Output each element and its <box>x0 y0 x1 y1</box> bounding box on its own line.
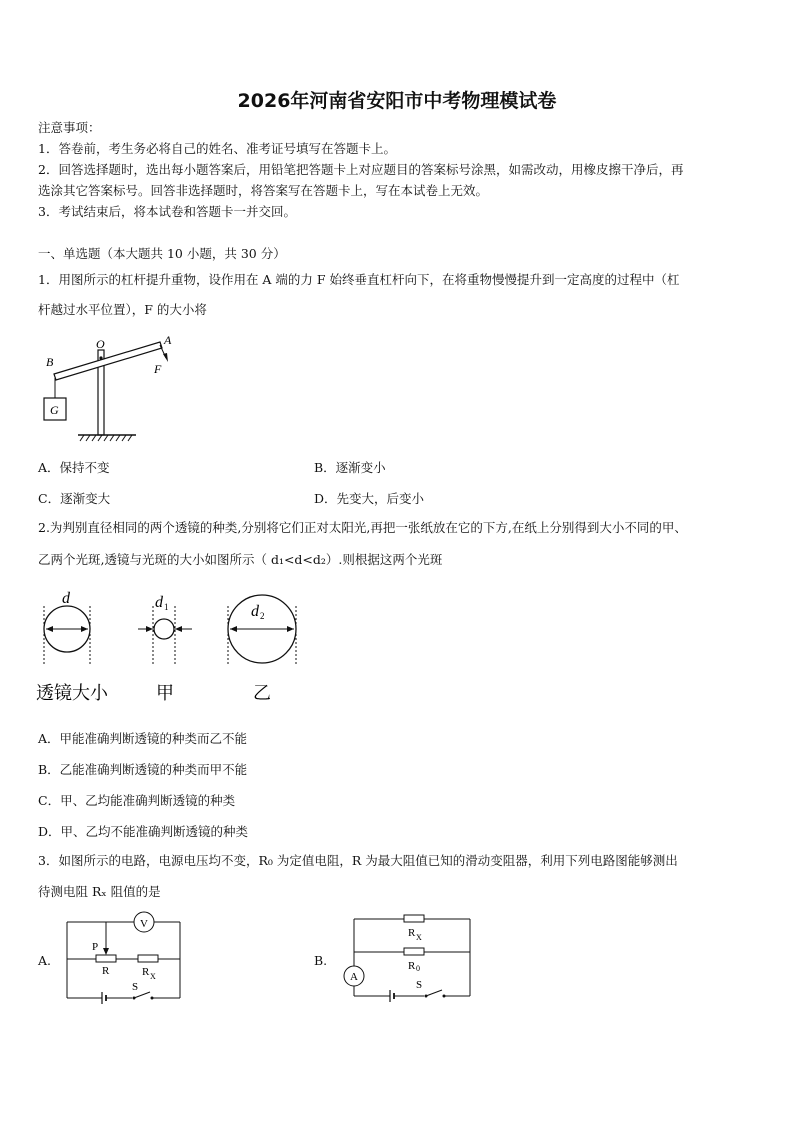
q1-option-c[interactable]: C．逐渐变大 <box>38 491 111 506</box>
question-3-text: 待测电阻 Rₓ 阻值的是 <box>38 884 161 899</box>
notice-heading: 注意事项： <box>38 120 101 135</box>
notice-item: 1．答卷前，考生务必将自己的姓名、准考证号填写在答题卡上。 <box>38 141 396 156</box>
label-d1: d <box>155 594 163 611</box>
label-d2-sub: 2 <box>260 611 265 621</box>
lens-spot-figure <box>34 586 304 706</box>
question-1-text: 1．用图所示的杠杆提升重物，设作用在 A 端的力 F 始终垂直杠杆向下，在将重物慢慢提升到一定高度的过程中（杠 <box>38 272 680 287</box>
label-r: R <box>102 965 110 977</box>
label-rx: R <box>408 927 416 939</box>
label-jia: 甲 <box>156 683 174 704</box>
q2-option-c[interactable]: C．甲、乙均能准确判断透镜的种类 <box>38 793 236 808</box>
label-a: A <box>350 971 358 983</box>
question-1-text: 杆越过水平位置），F 的大小将 <box>38 302 207 317</box>
section-heading: 一、单选题（本大题共 10 小题，共 30 分） <box>38 246 286 261</box>
q2-option-b[interactable]: B．乙能准确判断透镜的种类而甲不能 <box>38 762 248 777</box>
label-p: P <box>92 941 99 953</box>
notice-item: 2．回答选择题时，选出每小题答案后，用铅笔把答题卡上对应题目的答案标号涂黑，如需改动，用橡皮擦干净后，再 <box>38 162 684 177</box>
question-3-text: 3．如图所示的电路，电源电压均不变，R₀ 为定值电阻，R 为最大阻值已知的滑动变阻器，利用下列电路图能够测出 <box>38 853 678 868</box>
label-g: G <box>50 403 59 417</box>
label-v: V <box>140 918 148 930</box>
q3-option-a[interactable]: A. <box>38 953 52 968</box>
label-d2: d <box>251 603 259 620</box>
page-title: 2026年河南省安阳市中考物理模试卷 <box>237 90 557 112</box>
q1-option-b[interactable]: B．逐渐变小 <box>314 460 386 475</box>
label-rx-sub: X <box>416 933 422 942</box>
label-s: S <box>132 981 139 993</box>
notice-item: 选涂其它答案标号。回答非选择题时，将答案写在答题卡上，写在本试卷上无效。 <box>38 183 489 198</box>
label-s: S <box>416 979 423 991</box>
q2-option-a[interactable]: A．甲能准确判断透镜的种类而乙不能 <box>38 731 248 746</box>
label-a: A <box>164 333 172 347</box>
label-rx: R <box>142 966 150 978</box>
question-2-text: 2.为判别直径相同的两个透镜的种类,分别将它们正对太阳光,再把一张纸放在它的下方,在纸上分别得到大小不同的甲、 <box>38 520 687 535</box>
q3-option-b[interactable]: B. <box>314 953 328 968</box>
label-lens-size: 透镜大小 <box>36 683 108 704</box>
label-rx-sub: X <box>150 972 156 981</box>
q1-option-a[interactable]: A．保持不变 <box>38 460 110 475</box>
label-d1-sub: 1 <box>164 602 169 612</box>
label-r0: R <box>408 960 416 972</box>
notice-item: 3．考试结束后，将本试卷和答题卡一并交回。 <box>38 204 296 219</box>
label-b: B <box>46 355 54 369</box>
label-yi: 乙 <box>253 683 271 704</box>
lever-figure <box>36 328 186 446</box>
question-2-text: 乙两个光斑,透镜与光斑的大小如图所示（ d₁<d<d₂）.则根据这两个光斑 <box>38 552 443 567</box>
label-d: d <box>62 590 70 607</box>
label-r0-sub: 0 <box>416 964 420 973</box>
label-f: F <box>154 362 162 376</box>
circuit-a-figure <box>62 910 187 1010</box>
q1-option-d[interactable]: D．先变大，后变小 <box>314 491 425 506</box>
circuit-b-figure <box>338 910 478 1005</box>
q2-option-d[interactable]: D．甲、乙均不能准确判断透镜的种类 <box>38 824 249 839</box>
label-o: O <box>96 337 105 351</box>
